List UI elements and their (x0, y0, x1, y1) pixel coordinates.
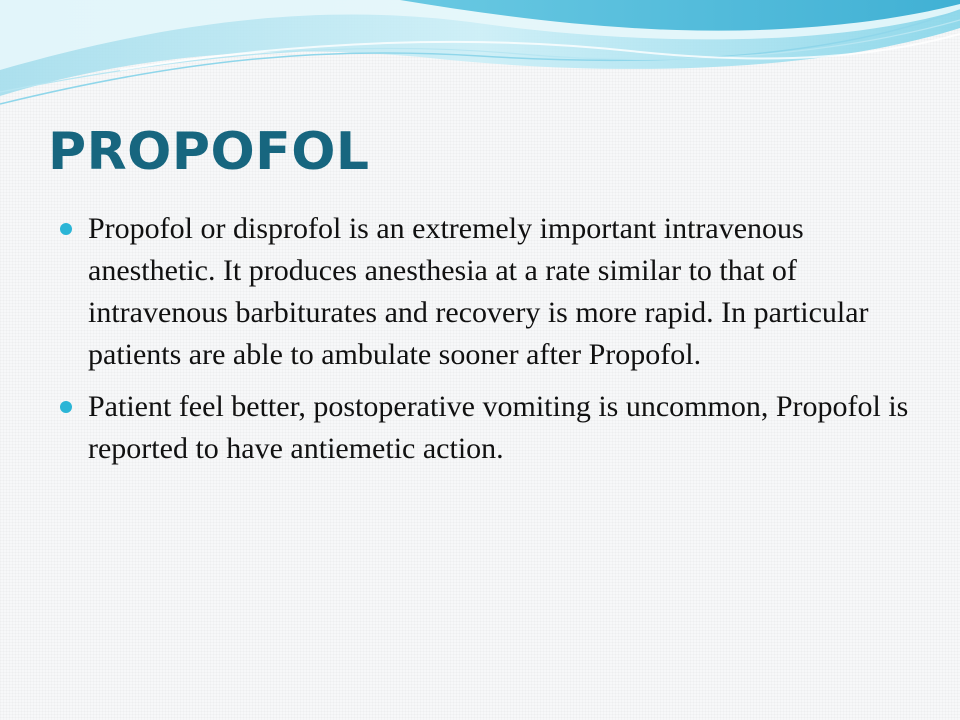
bullet-item (60, 208, 910, 376)
bullet-icon (60, 223, 72, 235)
bullet-icon (60, 401, 72, 413)
bullet-list (60, 208, 910, 480)
bullet-text: Propofol or disprofol is an extremely important intravenous anesthetic. It produces anesthesia at a rate similar to that of intravenous barbiturates and recovery is more rapid. In particular patients are able to ambulate sooner after Propofol. (88, 212, 869, 371)
decorative-wave-header (0, 0, 960, 120)
bullet-item (60, 386, 910, 470)
bullet-text: Patient feel better, postoperative vomiting is uncommon, Propofol is reported to have antiemetic action. (88, 390, 909, 465)
slide-title: PROPOFOL (48, 122, 370, 182)
